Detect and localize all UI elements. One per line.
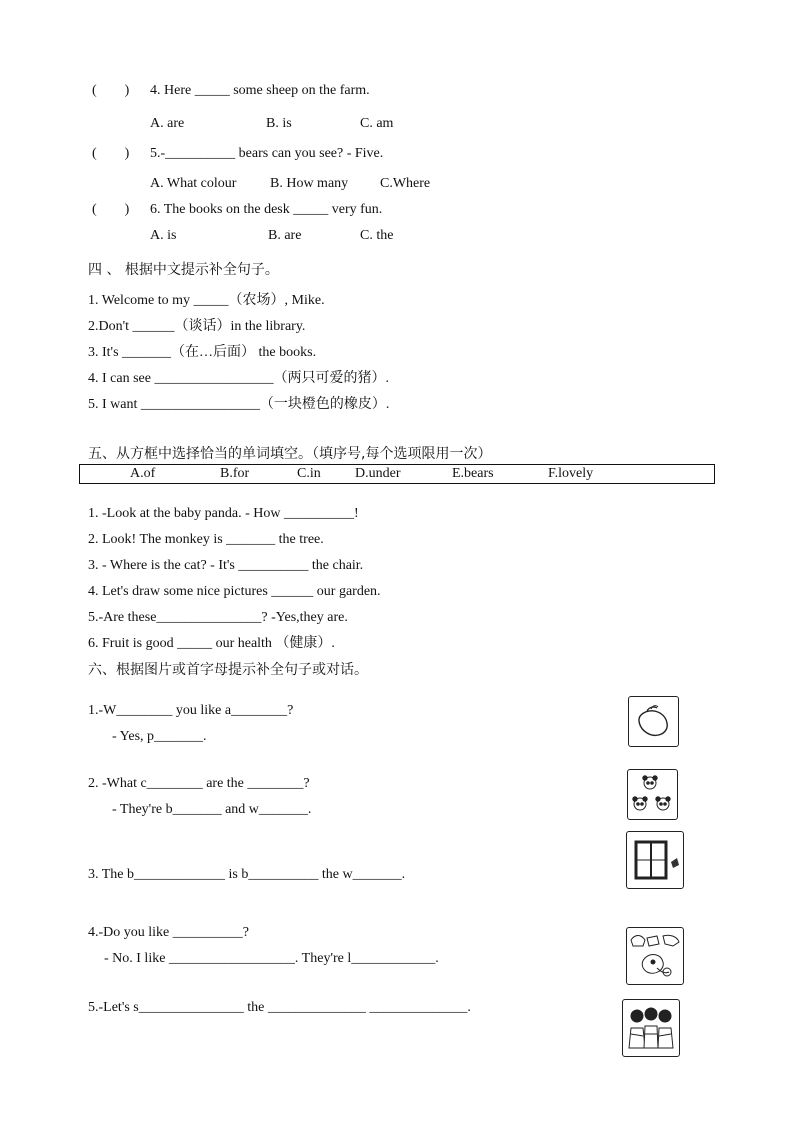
window-icon xyxy=(626,831,684,889)
section5-item-3: 3. - Where is the cat? - It's __________ the chair. xyxy=(88,558,364,573)
section6-q4-line2: - No. I like __________________. They're l____________. xyxy=(104,951,439,966)
q6-option-a: A. is xyxy=(150,228,177,243)
section6-q1-line2: - Yes, p_______. xyxy=(112,729,207,744)
section5-item-6: 6. Fruit is good _____ our health （健康）. xyxy=(88,636,335,651)
section4-item-5: 5. I want _________________（一块橙色的橡皮）. xyxy=(88,397,390,412)
section5-item-2: 2. Look! The monkey is _______ the tree. xyxy=(88,532,324,547)
section4-item-3: 3. It's _______（在…后面） the books. xyxy=(88,345,317,360)
section4-title: 四 、 根据中文提示补全句子。 xyxy=(88,262,279,278)
mango-icon xyxy=(628,696,679,747)
q5-option-a: A. What colour xyxy=(150,176,237,191)
q5-paren: ( ) xyxy=(92,146,130,161)
section5-item-1: 1. -Look at the baby panda. - How __________! xyxy=(88,506,359,521)
section6-q4-line1: 4.-Do you like __________? xyxy=(88,925,249,940)
q4-option-a: A. are xyxy=(150,116,185,131)
word-bank-option-f: F.lovely xyxy=(548,466,594,481)
q5-option-b: B. How many xyxy=(270,176,349,191)
section6-q2-line2: - They're b_______ and w_______. xyxy=(112,802,312,817)
zoo-animals-icon xyxy=(626,927,684,985)
section5-item-5: 5.-Are these_______________? -Yes,they are. xyxy=(88,610,348,625)
section6-title: 六、根据图片或首字母提示补全句子或对话。 xyxy=(88,662,368,678)
q4-text: 4. Here _____ some sheep on the farm. xyxy=(150,83,370,98)
section6-q1-line1: 1.-W________ you like a________? xyxy=(88,703,294,718)
word-bank-option-b: B.for xyxy=(220,466,250,481)
q6-paren: ( ) xyxy=(92,202,130,217)
q5-option-c: C.Where xyxy=(380,176,431,191)
section5-item-4: 4. Let's draw some nice pictures ______ our garden. xyxy=(88,584,381,599)
section4-item-2: 2.Don't ______（谈话）in the library. xyxy=(88,319,306,334)
section6-q2-line1: 2. -What c________ are the ________? xyxy=(88,776,310,791)
q4-option-c: C. am xyxy=(360,116,394,131)
section4-item-4: 4. I can see _________________（两只可爱的猪）. xyxy=(88,371,389,386)
q5-text: 5.-__________ bears can you see? - Five. xyxy=(150,146,384,161)
q4-option-b: B. is xyxy=(266,116,292,131)
q6-option-b: B. are xyxy=(268,228,302,243)
q6-text: 6. The books on the desk _____ very fun. xyxy=(150,202,383,217)
word-bank-option-a: A.of xyxy=(130,466,156,481)
pandas-icon xyxy=(627,769,678,820)
word-bank-option-d: D.under xyxy=(355,466,401,481)
section6-q5-line1: 5.-Let's s_______________ the ______________ ______________. xyxy=(88,1000,471,1015)
q6-option-c: C. the xyxy=(360,228,394,243)
word-bank-option-c: C.in xyxy=(297,466,321,481)
word-bank-option-e: E.bears xyxy=(452,466,494,481)
section6-q3-line1: 3. The b_____________ is b__________ the w_______. xyxy=(88,867,406,882)
section5-title: 五、从方框中选择恰当的单词填空。（填序号,每个选项限用一次） xyxy=(88,446,492,462)
q4-paren: ( ) xyxy=(92,83,130,98)
children-group-icon xyxy=(622,999,680,1057)
section4-item-1: 1. Welcome to my _____（农场）, Mike. xyxy=(88,293,325,308)
